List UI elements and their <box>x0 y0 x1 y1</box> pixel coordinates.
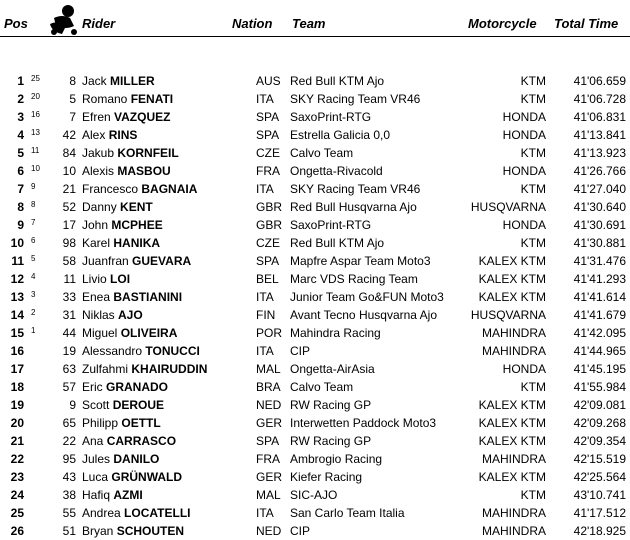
rider-name-cell <box>82 486 143 504</box>
rider-name-cell <box>82 360 207 378</box>
position-cell: 14 <box>10 308 24 322</box>
rider-last-name: DANILO <box>113 452 160 466</box>
motorcycle-cell: MAHINDRA <box>481 524 546 538</box>
points-cell: 13 <box>31 128 40 137</box>
team-cell: SKY Racing Team VR46 <box>290 182 421 196</box>
rider-name-cell <box>82 504 190 522</box>
position-cell: 1 <box>17 74 24 88</box>
table-row <box>0 342 630 360</box>
rider-first-name: Hafiq <box>82 488 111 502</box>
rider-last-name: VAZQUEZ <box>114 110 171 124</box>
total-time-cell: 41'45.195 <box>573 362 626 376</box>
header-motorcycle: Motorcycle <box>468 16 537 31</box>
motorcycle-cell: KTM <box>520 182 546 196</box>
team-cell: CIP <box>290 344 311 358</box>
table-row <box>0 252 630 270</box>
rider-number-cell: 33 <box>62 290 76 304</box>
team-cell: Avant Tecno Husqvarna Ajo <box>290 308 437 322</box>
motorcycle-cell: MAHINDRA <box>481 344 546 358</box>
team-cell: San Carlo Team Italia <box>290 506 405 520</box>
rider-last-name: RINS <box>108 128 138 142</box>
rider-name-cell <box>82 432 176 450</box>
nation-cell: ITA <box>256 290 274 304</box>
points-cell: 6 <box>31 236 36 245</box>
position-cell: 24 <box>10 488 24 502</box>
rider-last-name: BASTIANINI <box>113 290 183 304</box>
table-row <box>0 468 630 486</box>
motorcycle-cell: KTM <box>520 74 546 88</box>
motorcycle-cell: HUSQVARNA <box>470 200 546 214</box>
total-time-cell: 43'10.741 <box>573 488 626 502</box>
rider-name-cell <box>82 342 200 360</box>
total-time-cell: 41'26.766 <box>573 164 626 178</box>
motorcycle-cell: KTM <box>520 92 546 106</box>
team-cell: Red Bull KTM Ajo <box>290 236 385 250</box>
team-cell: Mahindra Racing <box>290 326 381 340</box>
position-cell: 18 <box>10 380 24 394</box>
rider-number-cell: 9 <box>69 398 76 412</box>
points-cell: 20 <box>31 92 40 101</box>
points-cell: 9 <box>31 182 36 191</box>
rider-first-name: Scott <box>82 398 110 412</box>
points-cell: 11 <box>31 146 40 155</box>
table-row <box>0 486 630 504</box>
position-cell: 13 <box>10 290 24 304</box>
nation-cell: GBR <box>256 200 283 214</box>
rider-first-name: Bryan <box>82 524 114 538</box>
rider-last-name: HANIKA <box>113 236 161 250</box>
motorcycle-cell: MAHINDRA <box>481 452 546 466</box>
rider-last-name: BAGNAIA <box>141 182 198 196</box>
motorcycle-cell: KALEX KTM <box>478 416 546 430</box>
rider-number-cell: 5 <box>69 92 76 106</box>
rider-first-name: Juanfran <box>82 254 129 268</box>
rider-last-name: CARRASCO <box>106 434 177 448</box>
motorcycle-cell: HONDA <box>502 218 546 232</box>
rider-number-cell: 7 <box>69 110 76 124</box>
team-cell: Red Bull KTM Ajo <box>290 74 385 88</box>
motorcycle-cell: KALEX KTM <box>478 290 546 304</box>
team-cell: SaxoPrint-RTG <box>290 110 372 124</box>
rider-name-cell <box>82 414 161 432</box>
rider-number-cell: 42 <box>62 128 76 142</box>
rider-name-cell <box>82 270 130 288</box>
rider-first-name: Karel <box>82 236 111 250</box>
team-cell: Ongetta-AirAsia <box>290 362 375 376</box>
table-row <box>0 288 630 306</box>
table-row <box>0 126 630 144</box>
table-row <box>0 162 630 180</box>
nation-cell: FRA <box>256 452 280 466</box>
team-cell: SIC-AJO <box>290 488 338 502</box>
rider-name-cell <box>82 144 179 162</box>
table-row <box>0 144 630 162</box>
team-cell: SaxoPrint-RTG <box>290 218 372 232</box>
total-time-cell: 41'13.923 <box>573 146 626 160</box>
header-nation: Nation <box>232 16 273 31</box>
rider-name-cell <box>82 198 153 216</box>
rider-first-name: Enea <box>82 290 111 304</box>
motorcycle-cell: KALEX KTM <box>478 272 546 286</box>
motorcycle-cell: MAHINDRA <box>481 326 546 340</box>
team-cell: Estrella Galicia 0,0 <box>290 128 391 142</box>
rider-last-name: GRÜNWALD <box>111 470 183 484</box>
team-cell: Kiefer Racing <box>290 470 363 484</box>
rider-last-name: GUEVARA <box>132 254 192 268</box>
table-row <box>0 378 630 396</box>
nation-cell: POR <box>256 326 283 340</box>
rider-name-cell <box>82 162 171 180</box>
nation-cell: SPA <box>256 128 280 142</box>
motorcycle-cell: HONDA <box>502 110 546 124</box>
position-cell: 11 <box>11 254 24 268</box>
rider-name-cell <box>82 72 155 90</box>
rider-number-cell: 8 <box>69 74 76 88</box>
team-cell: CIP <box>290 524 311 538</box>
total-time-cell: 41'06.728 <box>573 92 626 106</box>
rider-number-cell: 55 <box>62 506 76 520</box>
rider-first-name: Ana <box>82 434 104 448</box>
nation-cell: CZE <box>256 236 280 250</box>
position-cell: 26 <box>10 524 24 538</box>
team-cell: Ongetta-Rivacold <box>290 164 383 178</box>
table-row <box>0 504 630 522</box>
rider-first-name: Livio <box>82 272 107 286</box>
rider-name-cell <box>82 306 143 324</box>
total-time-cell: 41'41.679 <box>573 308 626 322</box>
table-row <box>0 396 630 414</box>
total-time-cell: 41'17.512 <box>573 506 626 520</box>
rider-name-cell <box>82 234 160 252</box>
header-team: Team <box>292 16 326 31</box>
position-cell: 23 <box>10 470 24 484</box>
table-row <box>0 270 630 288</box>
rider-last-name: AJO <box>118 308 143 322</box>
table-row <box>0 450 630 468</box>
rider-number-cell: 19 <box>62 344 76 358</box>
rider-number-cell: 31 <box>62 308 76 322</box>
rider-first-name: Danny <box>82 200 117 214</box>
rider-last-name: OETTL <box>121 416 161 430</box>
team-cell: RW Racing GP <box>290 434 372 448</box>
rider-number-cell: 10 <box>62 164 76 178</box>
rider-last-name: KORNFEIL <box>117 146 179 160</box>
position-cell: 15 <box>10 326 24 340</box>
rider-first-name: Alessandro <box>82 344 143 358</box>
rider-last-name: SCHOUTEN <box>116 524 185 538</box>
table-row <box>0 306 630 324</box>
position-cell: 8 <box>17 200 24 214</box>
motorcycle-cell: KALEX KTM <box>478 254 546 268</box>
rider-number-cell: 21 <box>62 182 76 196</box>
rider-name-cell <box>82 378 168 396</box>
total-time-cell: 42'09.081 <box>573 398 626 412</box>
team-cell: RW Racing GP <box>290 398 372 412</box>
points-cell: 7 <box>31 218 36 227</box>
rider-name-cell <box>82 324 177 342</box>
nation-cell: NED <box>256 524 282 538</box>
rider-number-cell: 44 <box>62 326 76 340</box>
rider-name-cell <box>82 450 159 468</box>
position-cell: 9 <box>17 218 24 232</box>
rider-first-name: Eric <box>82 380 103 394</box>
team-cell: Interwetten Paddock Moto3 <box>290 416 437 430</box>
total-time-cell: 41'42.095 <box>573 326 626 340</box>
table-row <box>0 414 630 432</box>
rider-last-name: FENATI <box>130 92 174 106</box>
nation-cell: NED <box>256 398 282 412</box>
total-time-cell: 41'30.640 <box>573 200 626 214</box>
position-cell: 17 <box>10 362 24 376</box>
total-time-cell: 42'09.354 <box>573 434 626 448</box>
position-cell: 4 <box>17 128 24 142</box>
rider-last-name: DEROUE <box>112 398 165 412</box>
nation-cell: GER <box>256 470 283 484</box>
nation-cell: BRA <box>256 380 281 394</box>
total-time-cell: 41'41.293 <box>573 272 626 286</box>
total-time-cell: 42'09.268 <box>573 416 626 430</box>
nation-cell: FRA <box>256 164 280 178</box>
position-cell: 2 <box>17 92 24 106</box>
rider-first-name: Niklas <box>82 308 115 322</box>
motorcycle-cell: KTM <box>520 488 546 502</box>
nation-cell: SPA <box>256 254 280 268</box>
rider-name-cell <box>82 126 137 144</box>
total-time-cell: 41'31.476 <box>573 254 626 268</box>
position-cell: 25 <box>10 506 24 520</box>
rider-number-cell: 52 <box>62 200 76 214</box>
motorcycle-cell: HONDA <box>502 164 546 178</box>
rider-first-name: Efren <box>82 110 111 124</box>
table-row <box>0 216 630 234</box>
motorcycle-rider-icon <box>44 4 84 36</box>
rider-first-name: Philipp <box>82 416 119 430</box>
table-row <box>0 108 630 126</box>
position-cell: 6 <box>17 164 24 178</box>
motorcycle-cell: KTM <box>520 236 546 250</box>
rider-last-name: TONUCCI <box>145 344 200 358</box>
rider-number-cell: 22 <box>62 434 76 448</box>
rider-last-name: MASBOU <box>117 164 171 178</box>
nation-cell: ITA <box>256 506 274 520</box>
rider-last-name: MCPHEE <box>111 218 163 232</box>
team-cell: Mapfre Aspar Team Moto3 <box>290 254 431 268</box>
rider-number-cell: 98 <box>62 236 76 250</box>
total-time-cell: 41'44.965 <box>573 344 626 358</box>
rider-last-name: LOI <box>110 272 131 286</box>
nation-cell: CZE <box>256 146 280 160</box>
nation-cell: FIN <box>256 308 276 322</box>
rider-first-name: Jules <box>82 452 111 466</box>
table-header <box>0 0 630 37</box>
points-cell: 4 <box>31 272 36 281</box>
position-cell: 5 <box>17 146 24 160</box>
motorcycle-cell: KTM <box>520 146 546 160</box>
rider-name-cell <box>82 90 173 108</box>
nation-cell: ITA <box>256 344 274 358</box>
rider-number-cell: 63 <box>62 362 76 376</box>
rider-last-name: LOCATELLI <box>124 506 191 520</box>
rider-name-cell <box>82 288 182 306</box>
motorcycle-cell: MAHINDRA <box>481 506 546 520</box>
table-row <box>0 324 630 342</box>
table-row <box>0 522 630 540</box>
nation-cell: MAL <box>256 488 281 502</box>
rider-number-cell: 84 <box>62 146 76 160</box>
motorcycle-cell: HUSQVARNA <box>470 308 546 322</box>
rider-first-name: Luca <box>82 470 109 484</box>
rider-first-name: Zulfahmi <box>82 362 129 376</box>
total-time-cell: 41'06.831 <box>573 110 626 124</box>
rider-name-cell <box>82 468 182 486</box>
rider-number-cell: 65 <box>62 416 76 430</box>
rider-last-name: AZMI <box>113 488 143 502</box>
points-cell: 3 <box>31 290 36 299</box>
rider-number-cell: 38 <box>62 488 76 502</box>
rider-first-name: John <box>82 218 109 232</box>
points-cell: 8 <box>31 200 36 209</box>
total-time-cell: 41'30.881 <box>573 236 626 250</box>
motorcycle-cell: KALEX KTM <box>478 470 546 484</box>
position-cell: 16 <box>10 344 24 358</box>
motorcycle-cell: KALEX KTM <box>478 398 546 412</box>
rider-name-cell <box>82 180 197 198</box>
nation-cell: SPA <box>256 110 280 124</box>
rider-first-name: Alexis <box>82 164 115 178</box>
team-cell: Marc VDS Racing Team <box>290 272 418 286</box>
position-cell: 20 <box>10 416 24 430</box>
table-row <box>0 360 630 378</box>
points-cell: 1 <box>31 326 36 335</box>
table-row <box>0 72 630 90</box>
nation-cell: ITA <box>256 182 274 196</box>
table-row <box>0 234 630 252</box>
position-cell: 3 <box>17 110 24 124</box>
rider-name-cell <box>82 522 184 540</box>
rider-name-cell <box>82 216 163 234</box>
rider-number-cell: 57 <box>62 380 76 394</box>
table-row <box>0 90 630 108</box>
total-time-cell: 41'30.691 <box>573 218 626 232</box>
rider-name-cell <box>82 108 170 126</box>
total-time-cell: 42'25.564 <box>573 470 626 484</box>
nation-cell: SPA <box>256 434 280 448</box>
rider-first-name: Alex <box>82 128 106 142</box>
header-rider: Rider <box>82 16 116 31</box>
team-cell: Junior Team Go&FUN Moto3 <box>290 290 444 304</box>
nation-cell: AUS <box>256 74 281 88</box>
nation-cell: MAL <box>256 362 281 376</box>
rider-first-name: Francesco <box>82 182 139 196</box>
points-cell: 2 <box>31 308 36 317</box>
team-cell: Calvo Team <box>290 146 354 160</box>
results-table <box>0 72 630 540</box>
rider-number-cell: 51 <box>62 524 76 538</box>
header-pos: Pos <box>4 16 28 31</box>
total-time-cell: 41'13.841 <box>573 128 626 142</box>
rider-name-cell <box>82 252 191 270</box>
motorcycle-cell: HONDA <box>502 128 546 142</box>
team-cell: Calvo Team <box>290 380 354 394</box>
rider-first-name: Romano <box>82 92 128 106</box>
header-total-time: Total Time <box>554 16 619 31</box>
rider-first-name: Miguel <box>82 326 118 340</box>
points-cell: 5 <box>31 254 36 263</box>
rider-number-cell: 11 <box>63 272 76 286</box>
rider-number-cell: 17 <box>62 218 76 232</box>
table-row <box>0 198 630 216</box>
position-cell: 7 <box>17 182 24 196</box>
motorcycle-cell: HONDA <box>502 362 546 376</box>
motorcycle-cell: KALEX KTM <box>478 434 546 448</box>
rider-number-cell: 43 <box>62 470 76 484</box>
points-cell: 10 <box>31 164 40 173</box>
rider-last-name: GRANADO <box>106 380 169 394</box>
total-time-cell: 42'18.925 <box>573 524 626 538</box>
motorcycle-cell: KTM <box>520 380 546 394</box>
rider-name-cell <box>82 396 164 414</box>
points-cell: 25 <box>31 74 40 83</box>
total-time-cell: 41'06.659 <box>573 74 626 88</box>
position-cell: 12 <box>10 272 24 286</box>
position-cell: 22 <box>10 452 24 466</box>
position-cell: 19 <box>10 398 24 412</box>
nation-cell: BEL <box>256 272 279 286</box>
total-time-cell: 42'15.519 <box>573 452 626 466</box>
rider-number-cell: 95 <box>62 452 76 466</box>
table-row <box>0 432 630 450</box>
nation-cell: GER <box>256 416 283 430</box>
total-time-cell: 41'41.614 <box>573 290 626 304</box>
rider-last-name: OLIVEIRA <box>120 326 178 340</box>
rider-last-name: KHAIRUDDIN <box>131 362 208 376</box>
team-cell: Red Bull Husqvarna Ajo <box>290 200 417 214</box>
rider-first-name: Andrea <box>82 506 121 520</box>
nation-cell: GBR <box>256 218 283 232</box>
total-time-cell: 41'27.040 <box>573 182 626 196</box>
total-time-cell: 41'55.984 <box>573 380 626 394</box>
rider-first-name: Jack <box>82 74 107 88</box>
nation-cell: ITA <box>256 92 274 106</box>
position-cell: 21 <box>10 434 24 448</box>
rider-first-name: Jakub <box>82 146 115 160</box>
points-cell: 16 <box>31 110 40 119</box>
position-cell: 10 <box>10 236 24 250</box>
rider-last-name: KENT <box>120 200 153 214</box>
team-cell: Ambrogio Racing <box>290 452 383 466</box>
rider-last-name: MILLER <box>110 74 155 88</box>
table-row <box>0 180 630 198</box>
rider-number-cell: 58 <box>62 254 76 268</box>
team-cell: SKY Racing Team VR46 <box>290 92 421 106</box>
